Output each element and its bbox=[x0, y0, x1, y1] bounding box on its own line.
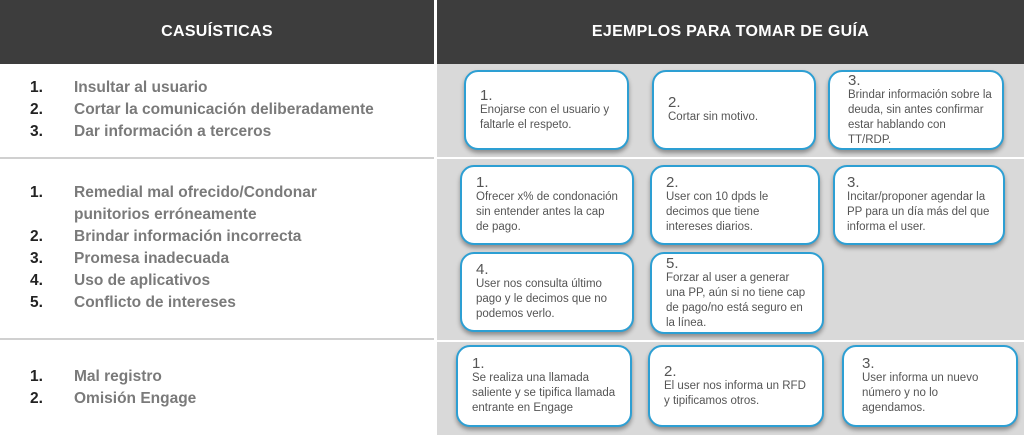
case-item: 4. Uso de aplicativos bbox=[30, 272, 211, 289]
case-item: 2. Omisión Engage bbox=[30, 390, 197, 407]
example-card: 3. Incitar/proponer agendar la PP para un día más del que informa el user. bbox=[833, 165, 1005, 245]
cases-group-3 bbox=[0, 341, 434, 435]
example-card: 3. Brindar información sobre la deuda, sin antes confirmar estar hablando con TT/RDP. bbox=[828, 70, 1004, 150]
example-card: 1. Se realiza una llamada saliente y se tipifica llamada entrante en Engage bbox=[456, 345, 632, 427]
example-card: 1. Enojarse con el usuario y faltarle el respeto. bbox=[464, 70, 629, 150]
case-item: 2. Cortar la comunicación deliberadamente bbox=[30, 101, 374, 118]
example-card: 3. User informa un nuevo número y no lo agendamos. bbox=[842, 345, 1018, 427]
example-card: 1. Ofrecer x% de condonación sin entender antes la cap de pago. bbox=[460, 165, 634, 245]
case-item: 3. Dar información a terceros bbox=[30, 123, 272, 140]
case-item: 3. Promesa inadecuada bbox=[30, 250, 230, 267]
example-card: 2. El user nos informa un RFD y tipificamos otros. bbox=[648, 345, 824, 427]
header-ejemplos bbox=[437, 0, 1024, 64]
example-card: 2. Cortar sin motivo. bbox=[652, 70, 816, 150]
case-item: 1. Remedial mal ofrecido/Condonar punitorios erróneamente bbox=[30, 184, 317, 223]
cases-group-1 bbox=[0, 64, 434, 156]
header-ejemplos-label: EJEMPLOS PARA TOMAR DE GUÍA bbox=[591, 23, 870, 40]
case-item: 1. Insultar al usuario bbox=[30, 79, 208, 96]
case-item: 2. Brindar información incorrecta bbox=[30, 228, 302, 245]
header-casuisticas bbox=[0, 0, 434, 64]
example-card: 5. Forzar al user a generar una PP, aún si no tiene cap de pago/no está seguro en la línea. bbox=[650, 252, 824, 334]
example-card: 4. User nos consulta último pago y le decimos que no podemos verlo. bbox=[460, 252, 634, 332]
cases-group-2 bbox=[0, 159, 434, 337]
case-item: 1. Mal registro bbox=[30, 368, 162, 385]
header-casuisticas-label: CASUÍSTICAS bbox=[161, 23, 273, 40]
row-divider bbox=[0, 338, 434, 340]
case-item: 5. Conflicto de intereses bbox=[30, 294, 236, 311]
example-card: 2. User con 10 dpds le decimos que tiene intereses diarios. bbox=[650, 165, 820, 245]
